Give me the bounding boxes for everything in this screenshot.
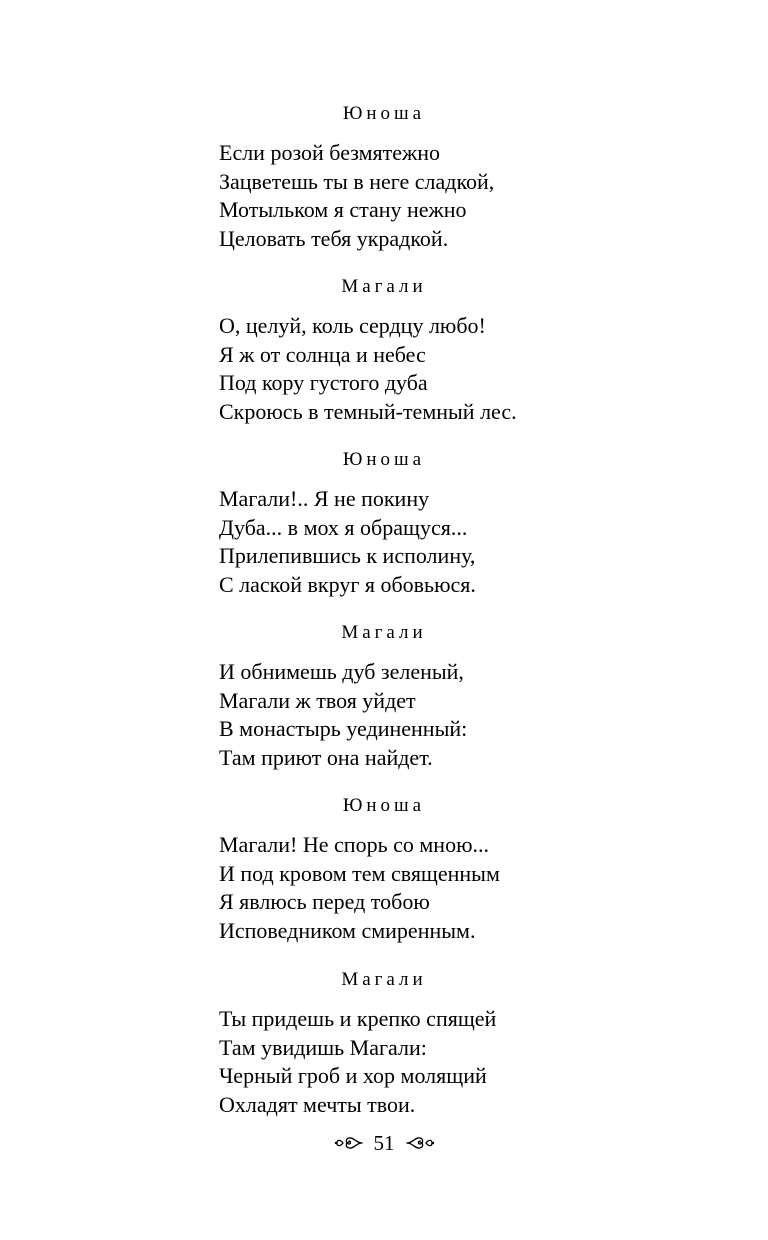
verse-line: Скроюсь в темный-темный лес. bbox=[219, 398, 517, 424]
fleuron-right-icon bbox=[405, 1133, 435, 1153]
verse-line: Под кору густого дуба bbox=[219, 370, 428, 395]
verse-line: Дуба... в мох я обращуся... bbox=[219, 514, 468, 540]
speaker-name: Юноша bbox=[342, 103, 426, 124]
stanza bbox=[219, 658, 719, 772]
stanza bbox=[219, 312, 719, 426]
verse-line: И под кровом тем священным bbox=[219, 860, 500, 886]
verse-line: Там приют она найдет. bbox=[219, 744, 433, 770]
verse-line: Магали ж твоя уйдет bbox=[219, 687, 416, 713]
speaker-name: Юноша bbox=[342, 449, 426, 470]
verse-line: Зацветешь ты в неге сладкой, bbox=[219, 168, 495, 194]
verse-line: Магали!.. Я не покину bbox=[219, 486, 430, 511]
verse-line: Там увидишь Магали: bbox=[219, 1034, 427, 1060]
verse-line: Охладят мечты твои. bbox=[219, 1091, 416, 1117]
verse-line: О, целуй, коль сердцу любо! bbox=[219, 313, 486, 338]
verse-line: Магали! Не спорь со мною... bbox=[219, 832, 490, 857]
page-footer bbox=[0, 1128, 768, 1158]
speaker-name: Магали bbox=[341, 622, 427, 643]
verse-line: Я ж от солнца и небес bbox=[219, 341, 426, 367]
verse-line: Я явлюсь перед тобою bbox=[219, 889, 430, 914]
stanza bbox=[219, 1005, 719, 1119]
stanza bbox=[219, 485, 719, 599]
fleuron-left-icon bbox=[334, 1133, 364, 1153]
speaker-name: Юноша bbox=[342, 795, 426, 816]
speaker-name: Магали bbox=[341, 969, 427, 990]
verse-line: И обнимешь дуб зеленый, bbox=[219, 659, 464, 684]
stanza bbox=[219, 139, 719, 253]
verse-line: Мотыльком я стану нежно bbox=[219, 197, 467, 222]
verse-line: В монастырь уединенный: bbox=[219, 716, 468, 741]
verse-line: Если розой безмятежно bbox=[219, 140, 440, 165]
verse-line: Ты придешь и крепко спящей bbox=[219, 1006, 497, 1031]
speaker-name: Магали bbox=[341, 276, 427, 297]
stanza bbox=[219, 831, 719, 945]
verse-line: Исповедником смиренным. bbox=[219, 917, 476, 943]
verse-line: Прилепившись к исполину, bbox=[219, 543, 476, 568]
page-number: 51 bbox=[373, 1131, 395, 1155]
verse-line: Черный гроб и хор молящий bbox=[219, 1063, 487, 1088]
verse-line: С лаской вкруг я обовьюся. bbox=[219, 571, 476, 597]
verse-line: Целовать тебя украдкой. bbox=[219, 225, 449, 251]
